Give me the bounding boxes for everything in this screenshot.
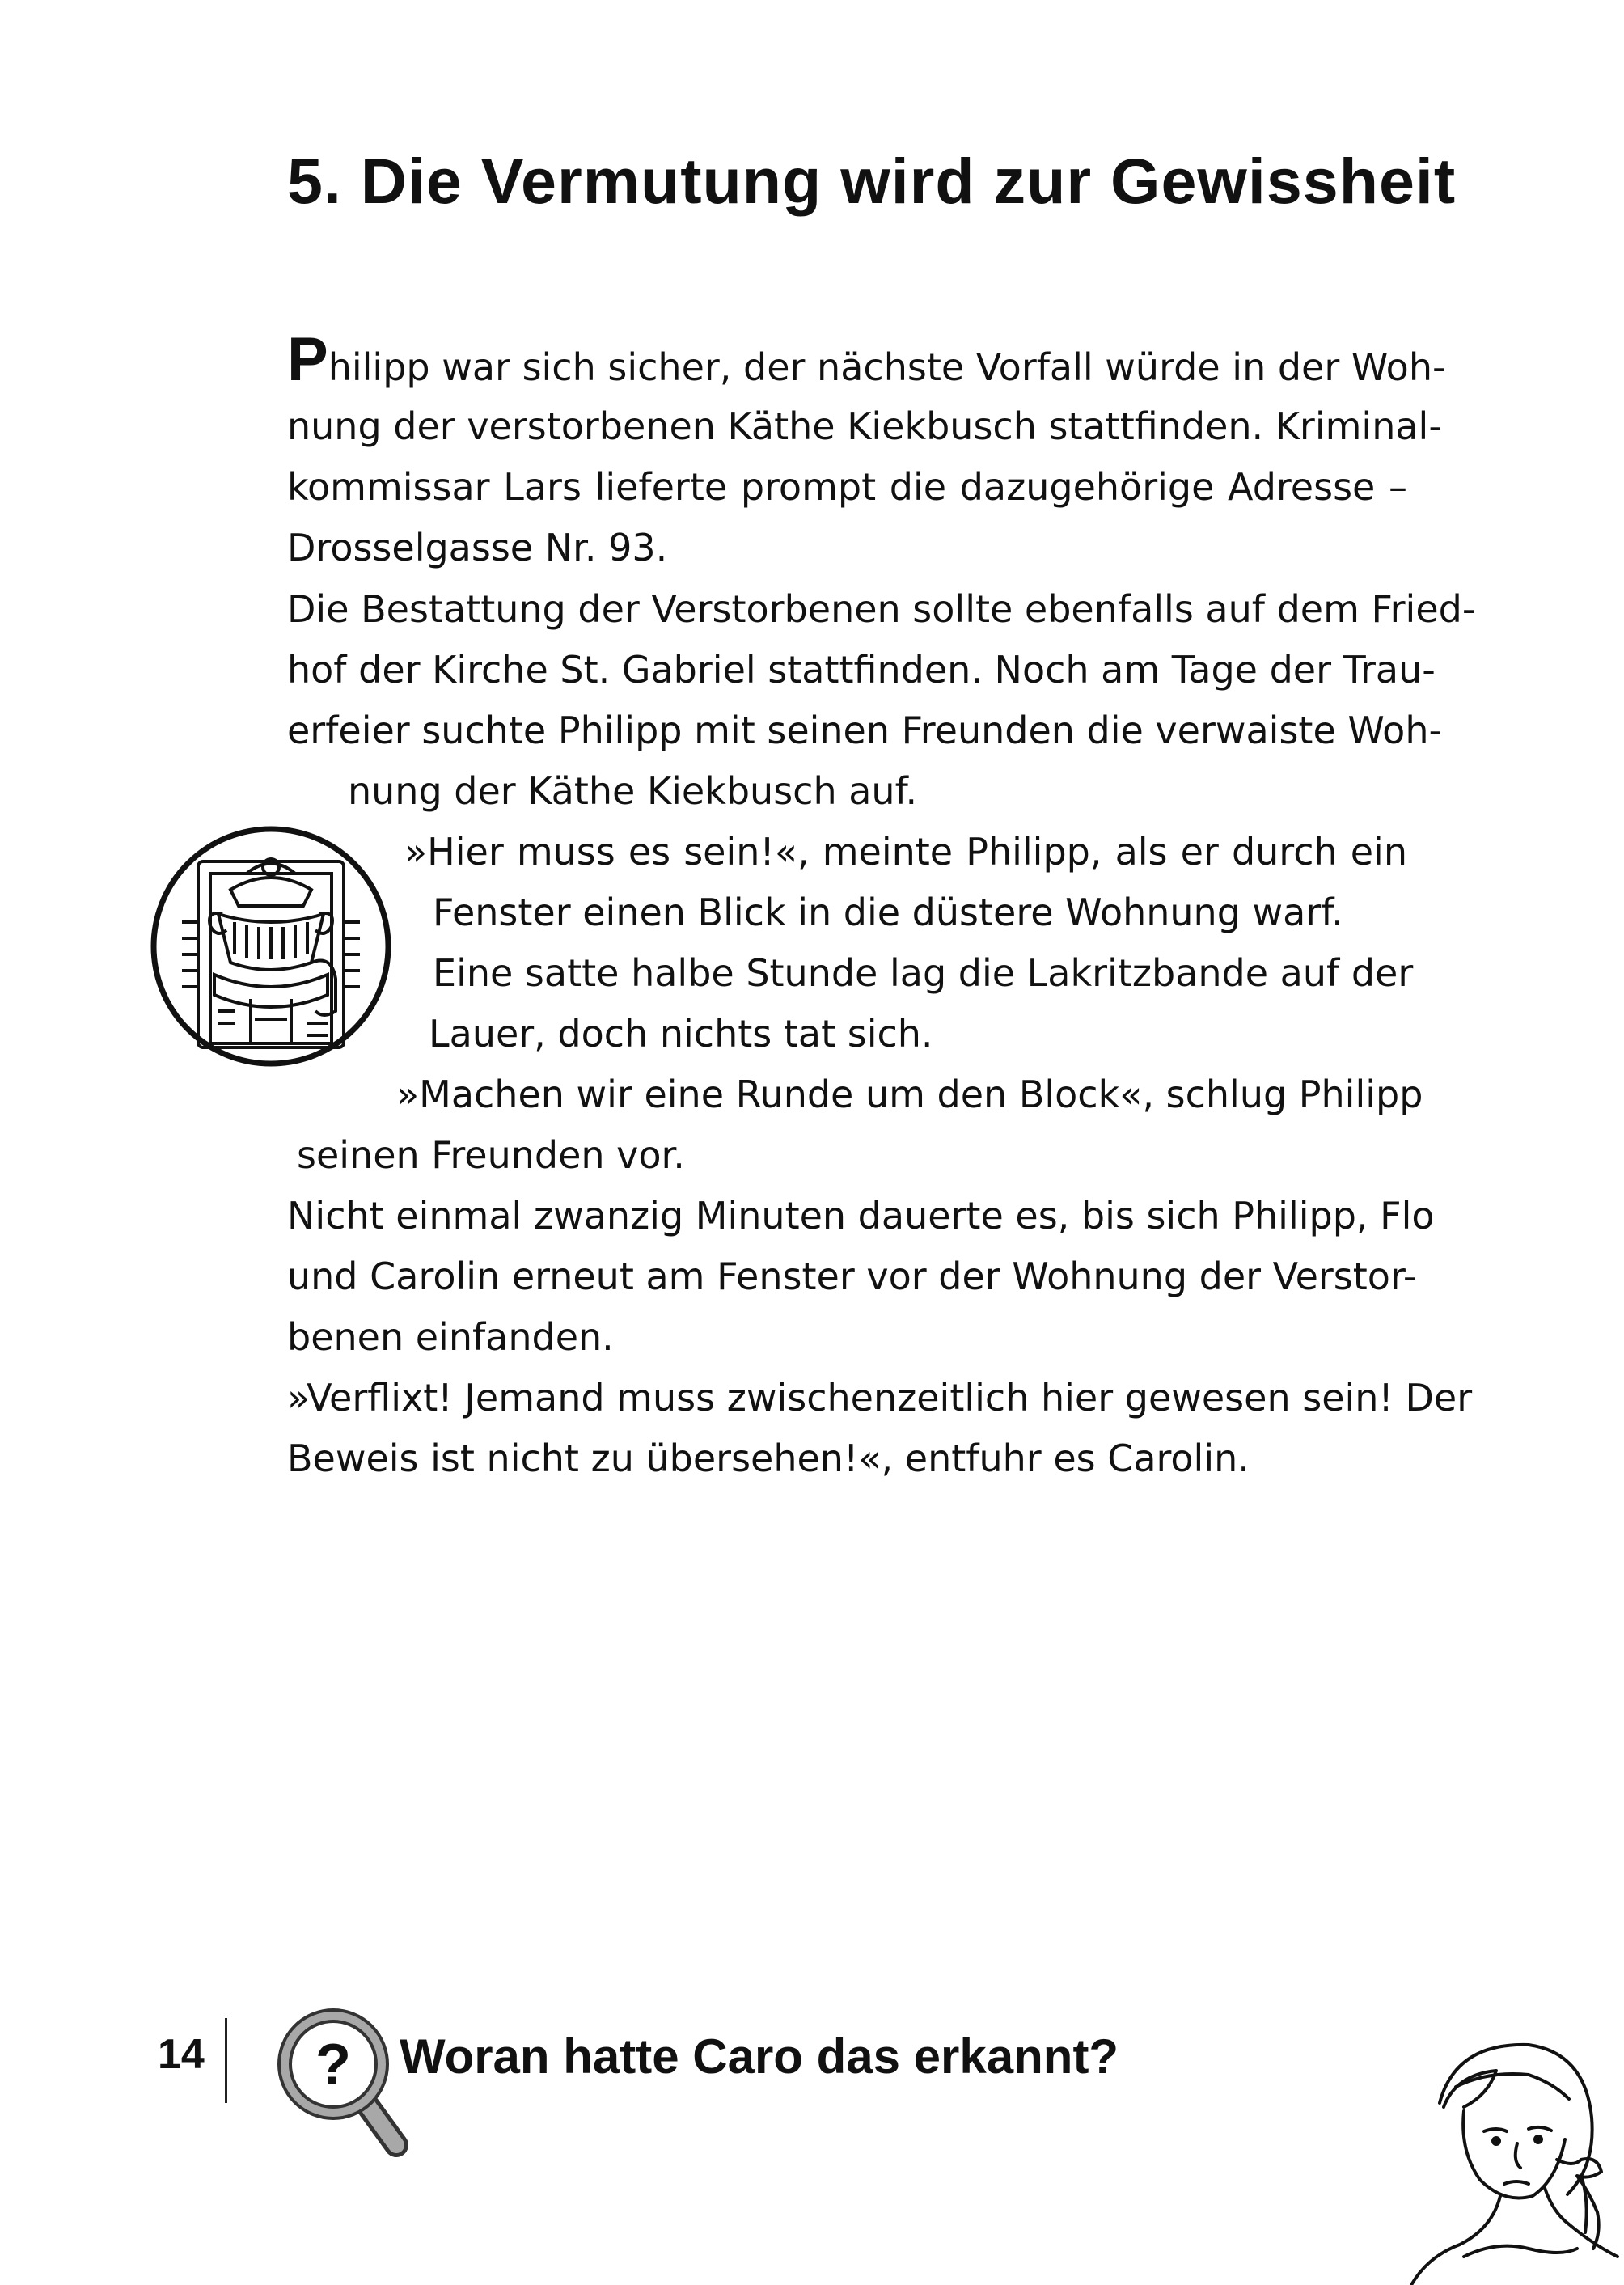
paragraph-block (287, 1064, 1423, 1186)
text-line: Philipp war sich sicher, der nächste Vorfall würde in der Woh- (287, 325, 1446, 394)
magnifier-question-icon (275, 2006, 412, 2160)
text-line: Drosselgasse Nr. 93. (287, 526, 668, 569)
drop-cap: P (287, 325, 328, 394)
text-line: Fenster einen Blick in die düstere Wohnung warf. (433, 891, 1343, 934)
text-line: hof der Kirche St. Gabriel stattfinden. Noch am Tage der Trau- (287, 648, 1436, 692)
text-line: seinen Freunden vor. (297, 1133, 685, 1177)
text-line: kommissar Lars lieferte prompt die dazugehörige Adresse – (287, 465, 1407, 509)
text-line: »Machen wir eine Runde um den Block«, schlug Philipp (396, 1073, 1423, 1116)
paragraph-intro (287, 325, 1446, 578)
urn-vignette-icon (150, 825, 392, 1068)
text-line: und Carolin erneut am Fenster vor der Wohnung der Verstor- (287, 1255, 1417, 1298)
page-number: 14 (158, 2031, 205, 2078)
text-line: Nicht einmal zwanzig Minuten dauerte es, bis sich Philipp, Flo (287, 1194, 1435, 1238)
chapter-title: 5. Die Vermutung wird zur Gewissheit (287, 145, 1457, 217)
paragraph-carolin (287, 1368, 1473, 1489)
svg-text:?: ? (315, 2033, 351, 2097)
footer-divider (225, 2018, 227, 2103)
text-line: Eine satte halbe Stunde lag die Lakritzbande auf der (433, 951, 1414, 995)
text-line: benen einfanden. (287, 1315, 614, 1359)
paragraph-window (404, 822, 1414, 1064)
text-line: Die Bestattung der Verstorbenen sollte ebenfalls auf dem Fried- (287, 587, 1476, 631)
paragraph-return (287, 1186, 1435, 1368)
text-line: »Verflixt! Jemand muss zwischenzeitlich hier gewesen sein! Der (287, 1376, 1473, 1420)
text-line: Lauer, doch nichts tat sich. (429, 1012, 933, 1056)
text-line: nung der Käthe Kiekbusch auf. (348, 769, 918, 813)
text-line: erfeier suchte Philipp mit seinen Freunden die verwaiste Woh- (287, 709, 1443, 752)
text-line: »Hier muss es sein!«, meinte Philipp, als er durch ein (404, 830, 1407, 874)
text-line: Beweis ist nicht zu übersehen!«, entfuhr es Carolin. (287, 1437, 1250, 1480)
girl-portrait-icon (1407, 2030, 1624, 2285)
text-line: nung der verstorbenen Käthe Kiekbusch stattfinden. Kriminal- (287, 404, 1442, 448)
paragraph-funeral (287, 579, 1476, 822)
question-prompt: Woran hatte Caro das erkannt? (400, 2029, 1119, 2084)
